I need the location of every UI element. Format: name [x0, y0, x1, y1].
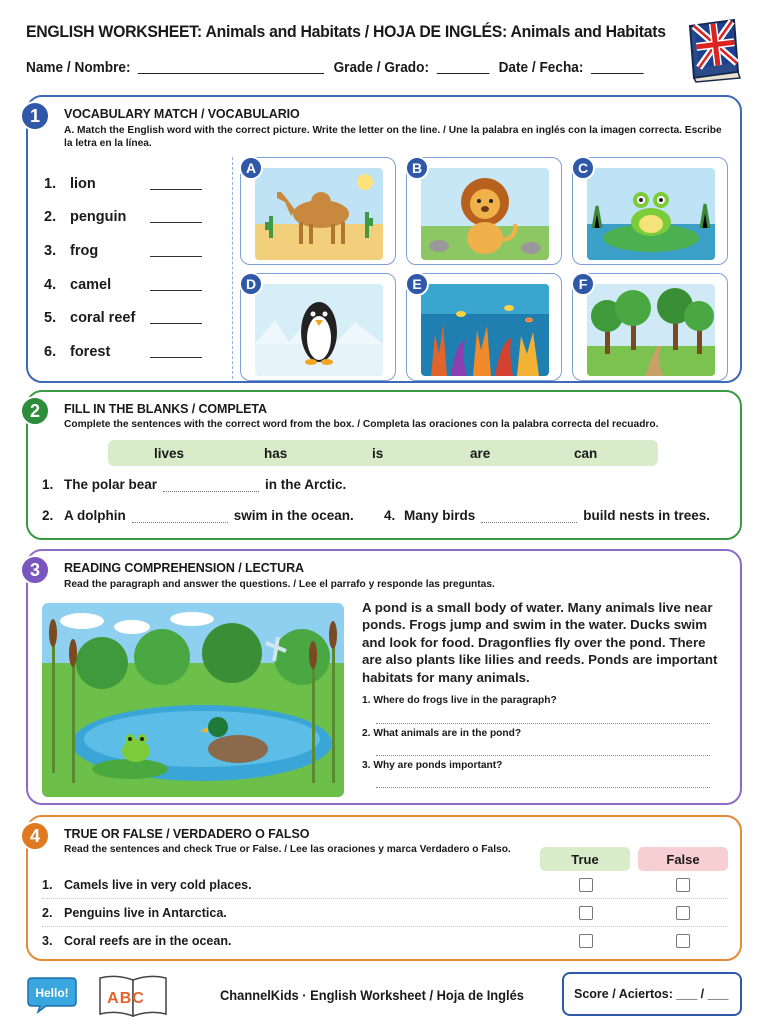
section-instructions: Complete the sentences with the correct word from the box. / Completa las oraciones con la palabra correcta del recuadro. [64, 419, 659, 430]
vocab-item [44, 201, 202, 235]
hello-text: Hello! [35, 986, 69, 1000]
true-column-header: True [540, 847, 630, 871]
item-number: 4. [44, 276, 57, 293]
sentence-start: A dolphin [64, 507, 126, 523]
picture-letter: B [405, 156, 429, 180]
question-3: 3. Why are ponds important? [362, 760, 503, 771]
score-label: Score / Aciertos: ___ / ___ [574, 987, 729, 1001]
question-1: 1. Where do frogs live in the paragraph? [362, 695, 557, 706]
item-number: 2. [42, 905, 53, 920]
false-column-header: False [638, 847, 728, 871]
sentence-end: swim in the ocean. [233, 507, 354, 523]
item-number: 1. [42, 476, 54, 492]
word-bank-item: is [372, 445, 384, 461]
section-title: VOCABULARY MATCH / VOCABULARIO [64, 107, 300, 121]
hello-speech-bubble-icon [26, 974, 78, 1014]
column-divider [232, 157, 233, 379]
word-bank-item: are [470, 445, 491, 461]
answer-blank[interactable] [132, 507, 228, 523]
section-number: 4 [20, 821, 50, 851]
answer-blank[interactable] [150, 245, 202, 257]
answer-blank[interactable] [481, 507, 577, 523]
score-box [562, 972, 742, 1016]
picture-card-c [572, 157, 728, 265]
answer-blank[interactable] [150, 279, 202, 291]
word-bank-item: lives [154, 445, 185, 461]
word-bank [108, 440, 658, 466]
abc-book-icon [96, 972, 170, 1020]
sentence-start: The polar bear [64, 476, 158, 492]
item-number: 3. [44, 242, 57, 259]
answer-blank[interactable] [150, 211, 202, 223]
item-number: 2. [42, 507, 54, 523]
section-instructions: Read the paragraph and answer the questions. / Lee el parrafo y responde las preguntas. [64, 579, 495, 590]
sentence-2 [42, 507, 354, 523]
vocab-word: forest [70, 343, 111, 360]
reading-paragraph: A pond is a small body of water. Many animals live near ponds. Frogs jump and swim in the water. Ducks swim and look for food. Dragonflies fly over the pond. There are also plants like lilies and reeds. Ponds are important habitats for many animals. [362, 600, 718, 685]
student-info-row [26, 60, 653, 76]
sentence-end: in the Arctic. [265, 476, 347, 492]
section-number: 1 [20, 101, 50, 131]
item-number: 1. [42, 877, 53, 892]
statement-text: Camels live in very cold places. [64, 877, 252, 892]
picture-letter: A [239, 156, 263, 180]
statement-text: Penguins live in Antarctica. [64, 905, 227, 920]
picture-letter: F [571, 272, 595, 296]
vocab-item [44, 234, 202, 268]
word-bank-item: can [574, 445, 598, 461]
picture-card-d [240, 273, 396, 381]
false-checkbox[interactable] [676, 906, 690, 920]
answer-line[interactable] [376, 787, 710, 788]
item-number: 3. [42, 934, 53, 948]
picture-card-f [572, 273, 728, 381]
vocab-item [44, 167, 202, 201]
name-field[interactable] [138, 73, 324, 74]
statement-row [42, 899, 728, 927]
vocab-word: coral reef [70, 310, 136, 327]
vocab-word-list [44, 167, 202, 369]
true-checkbox[interactable] [579, 934, 593, 948]
item-number: 6. [44, 343, 57, 360]
sentence-1 [42, 476, 346, 492]
grade-field[interactable] [437, 73, 490, 74]
section-instructions: A. Match the English word with the correct picture. Write the letter on the line. / Une la palabra en inglés con la imagen correcta. Escribe la letra en la línea. [64, 125, 722, 149]
answer-blank[interactable] [163, 476, 259, 492]
picture-card-e [406, 273, 562, 381]
section-number: 3 [20, 555, 50, 585]
grade-label: Grade / Grado: [333, 60, 430, 76]
true-false-section [26, 815, 742, 961]
question-2: 2. What animals are in the pond? [362, 728, 522, 739]
vocab-word: penguin [70, 209, 127, 226]
item-number: 1. [44, 175, 57, 192]
forest-picture-icon [587, 284, 715, 376]
sentence-4 [384, 507, 710, 523]
uk-flag-book-icon [680, 16, 744, 84]
false-checkbox[interactable] [676, 878, 690, 892]
true-checkbox[interactable] [579, 906, 593, 920]
true-checkbox[interactable] [579, 878, 593, 892]
abc-text: ABC [107, 990, 145, 1007]
section-title: FILL IN THE BLANKS / COMPLETA [64, 402, 267, 416]
item-number: 2. [44, 209, 57, 226]
section-title: TRUE OR FALSE / VERDADERO O FALSO [64, 827, 310, 841]
reading-section [26, 549, 742, 805]
false-checkbox[interactable] [676, 934, 690, 948]
name-label: Name / Nombre: [26, 60, 131, 76]
sentence-start: Many birds [404, 507, 476, 523]
item-number: 4. [384, 507, 396, 523]
answer-line[interactable] [376, 723, 710, 724]
picture-card-b [406, 157, 562, 265]
vocab-word: lion [70, 175, 96, 192]
picture-letter: D [239, 272, 263, 296]
vocabulary-section [26, 95, 742, 383]
section-number: 2 [20, 396, 50, 426]
footer-brand-text: ChannelKids · English Worksheet / Hoja de Inglés [220, 987, 524, 1003]
coral-reef-picture-icon [421, 284, 549, 376]
picture-card-a [240, 157, 396, 265]
vocab-item [44, 268, 202, 302]
picture-letter: E [405, 272, 429, 296]
vocab-word: frog [70, 242, 99, 259]
date-field[interactable] [591, 73, 644, 74]
sentence-end: build nests in trees. [583, 507, 711, 523]
date-label: Date / Fecha: [498, 60, 584, 76]
statement-row [42, 871, 728, 899]
penguin-picture-icon [255, 284, 383, 376]
item-number: 5. [44, 310, 57, 327]
picture-letter: C [571, 156, 595, 180]
section-instructions: Read the sentences and check True or False. / Lee las oraciones y marca Verdadero o Falso. [64, 844, 511, 855]
pond-scene-picture-icon [42, 603, 344, 797]
section-title: READING COMPREHENSION / LECTURA [64, 561, 304, 575]
camel-picture-icon [255, 168, 383, 260]
frog-picture-icon [587, 168, 715, 260]
answer-line[interactable] [376, 755, 710, 756]
statement-row [42, 927, 728, 955]
answer-blank[interactable] [150, 312, 202, 324]
lion-picture-icon [421, 168, 549, 260]
answer-blank[interactable] [150, 178, 202, 190]
statement-text: Coral reefs are in the ocean. [64, 934, 232, 948]
word-bank-item: has [264, 445, 288, 461]
vocab-word: camel [70, 276, 112, 293]
answer-blank[interactable] [150, 346, 202, 358]
vocab-item [44, 301, 202, 335]
fill-in-blanks-section [26, 390, 742, 540]
vocab-item [44, 335, 202, 369]
worksheet-title: ENGLISH WORKSHEET: Animals and Habitats / HOJA DE INGLÉS: Animals and Habitats [26, 22, 666, 41]
